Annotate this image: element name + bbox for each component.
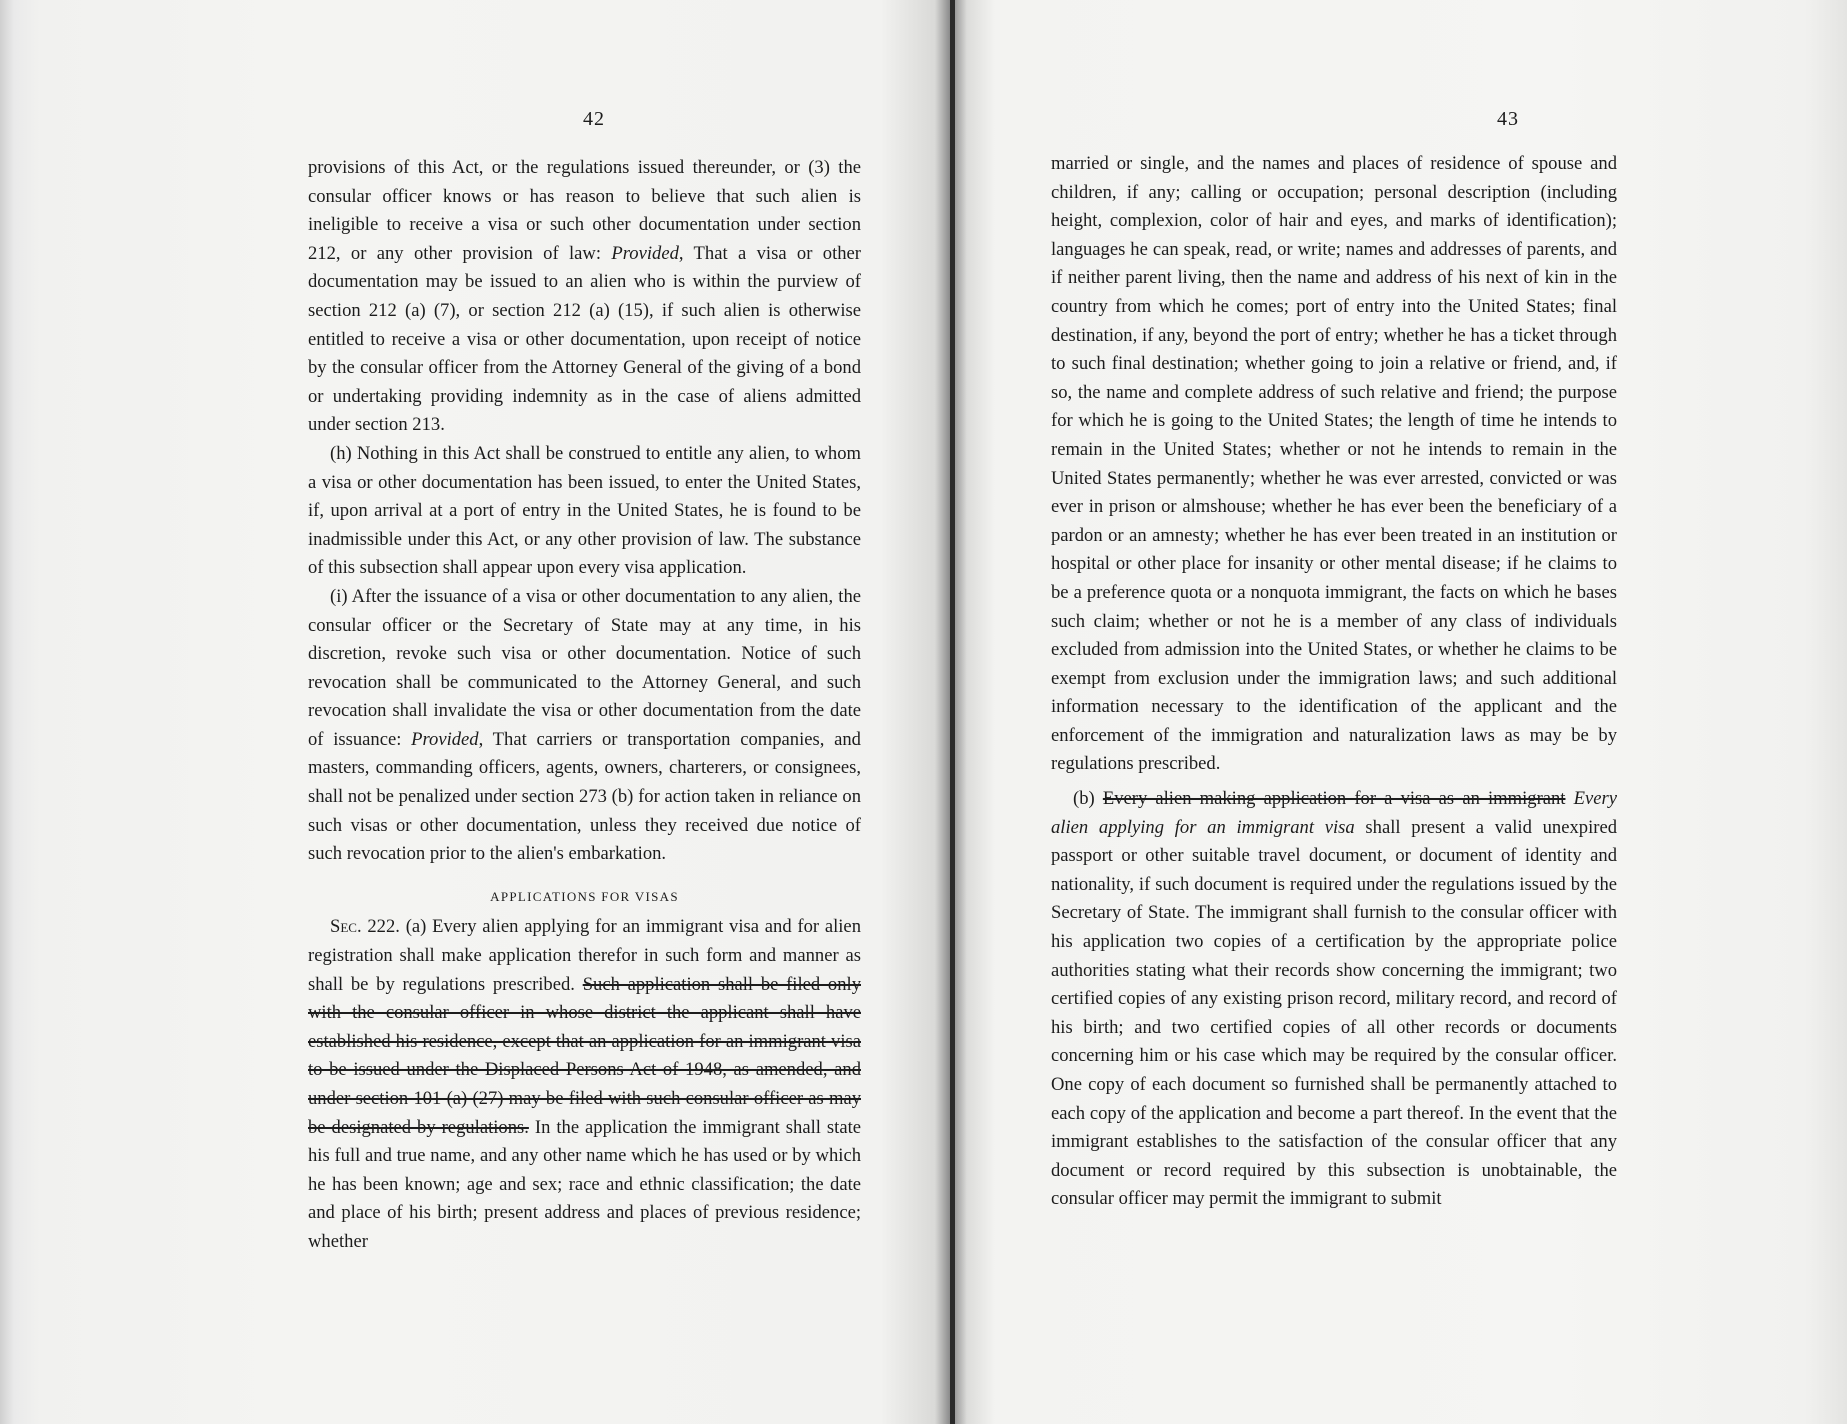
page-number: 43 xyxy=(1497,108,1519,130)
struck-text: Every alien making application for a visa as an immigrant xyxy=(1102,788,1566,810)
page-body xyxy=(308,154,861,1257)
inserted-text: Every alien applying for an immigrant visa xyxy=(1051,788,1617,838)
paragraph-text: , That a visa or other documentation may be issued to an alien who is within the purview of section 212 (a) (7), or section 212 (a) (15), if such alien is otherwise entitled to receive a visa or other documentation, upon receipt of notice by the consular officer from the Attorney General of the giving of a bond or undertaking providing indemnity as in the case of aliens admitted under section 213. xyxy=(308,242,861,436)
paragraph-text: In the application the immigrant shall state his full and true name, and any other name which he has used or by which he has been known; age and sex; race and ethnic classification; the date and place of his birth; present address and places of previous residence; whether xyxy=(308,1116,861,1252)
paragraph-b xyxy=(1051,785,1617,1214)
proviso-word: Provided xyxy=(611,242,679,264)
paragraph-a-continued: married or single, and the names and places of residence of spouse and children, if any; calling or occupation; personal description (including height, complexion, color of hair and eyes, and marks of identification); languages he can speak, read, or write; names and addresses of parents, and if neither parent living, then the name and address of his next of kin in the country from which he comes; port of entry into the United States; final destination, if any, beyond the port of entry; whether he has a ticket through to such final destination; whether going to join a relative or friend, and, if so, the name and complete address of such relative and friend; the purpose for which he is going to the United States; the length of time he intends to remain in the United States; whether or not he intends to remain in the United States permanently; whether he was ever arrested, convicted or was ever in prison or almshouse; whether he has ever been the beneficiary of a pardon or an amnesty; whether he has ever been treated in an institution or hospital or other place for insanity or other mental disease; if he claims to be a preference quota or a nonquota immigrant, the facts on which he bases such claim; whether or not he is a member of any class of individuals excluded from admission into the United States, or whether he claims to be exempt from exclusion under the immigration laws; and such additional information necessary to the identification of the applicant and the enforcement of the immigration and naturalization laws as may be by regulations prescribed. xyxy=(1051,153,1617,775)
page-body xyxy=(1051,150,1617,1214)
proviso-word: Provided xyxy=(411,728,479,750)
paragraph-h: (h) Nothing in this Act shall be construed to entitle any alien, to whom a visa or other documentation has been issued, to enter the United States, if, upon arrival at a port of entry in the United States, he is found to be inadmissible under this Act, or any other provision of law. The substance of this subsection shall appear upon every visa application. xyxy=(308,442,861,579)
section-222-paragraph xyxy=(308,913,861,1256)
page-number: 42 xyxy=(583,108,605,130)
paragraph-text: , That carriers or transportation companies, and masters, commanding officers, agents, owners, charterers, or consignees, shall not be penalized under section 273 (b) for action taken in reliance on such visas or other documentation, unless they received due notice of such revocation prior to the alien's embarkation. xyxy=(308,728,861,865)
paragraph-text: shall present a valid unexpired passport or other suitable travel document, or document of identity and nationality, if such document is required under the regulations issued by the Secretary of State. The immigrant shall furnish to the consular officer with his application two copies of a certification by the appropriate police authorities stating what their records show concerning the immigrant; two certified copies of any existing prison record, military record, and record of his birth; and two certified copies of all other records or documents concerning him or his case which may be required by the consular officer. One copy of each document so furnished shall be permanently attached to each copy of the application and become a part thereof. In the event that the immigrant establishes to the satisfaction of the consular officer that any document or record required by this subsection is unobtainable, the consular officer may permit the immigrant to submit xyxy=(1051,816,1617,1210)
section-heading: APPLICATIONS FOR VISAS xyxy=(490,888,679,904)
paragraph-text: 222. (a) Every alien applying for an immigrant visa and for alien registration shall make application therefor in such form and manner as shall be by regulations prescribed. xyxy=(308,916,861,995)
struck-text: Such application shall be filed only with the consular officer in whose district the applicant shall have established his residence, except that an application for an immigrant visa to be issued under the Displaced Persons Act of 1948, as amended, and under section 101 (a) (27) may be filed with such consular officer as may be designated by regulations. xyxy=(308,973,861,1138)
paragraph-g-continued xyxy=(308,154,861,440)
paragraph-text: (i) After the issuance of a visa or other documentation to any alien, the consular officer or the Secretary of State may at any time, in his discretion, revoke such visa or other documentation. Notice of such revocation shall be communicated to the Attorney General, and such revocation shall invalidate the visa or other documentation from the date of issuance: xyxy=(308,585,861,750)
section-label: Sec. xyxy=(330,916,362,938)
paragraph-text: provisions of this Act, or the regulations issued thereunder, or (3) the consular officer knows or has reason to believe that such alien is ineligible to receive a visa or such other documentation under section 212, or any other provision of law: xyxy=(308,157,861,264)
paragraph-label: (b) xyxy=(1073,788,1103,810)
paragraph-i xyxy=(308,583,861,869)
right-page xyxy=(955,0,1847,1424)
